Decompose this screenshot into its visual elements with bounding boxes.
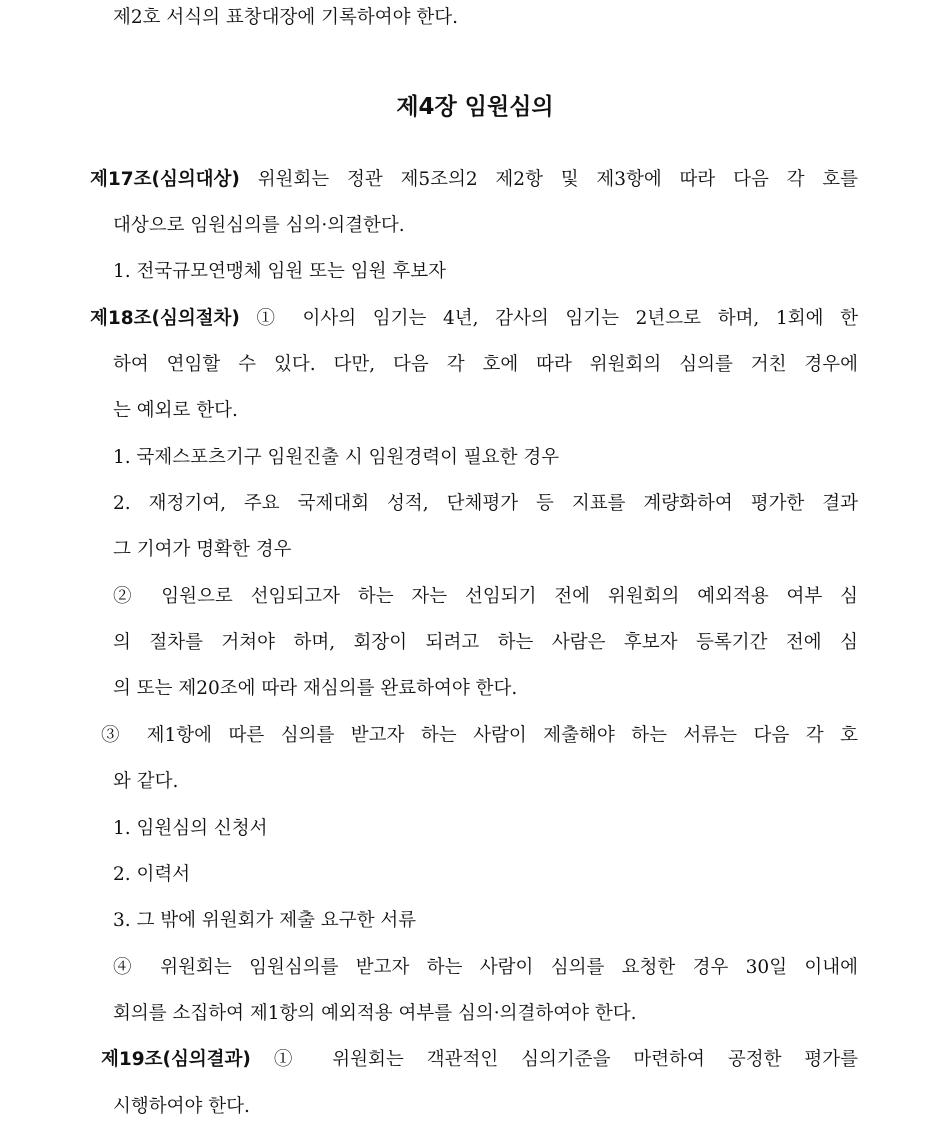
text-line: 는 예외로 한다.	[113, 400, 238, 421]
text-line: 제2호 서식의 표창대장에 기록하여야 한다.	[113, 7, 458, 28]
article-17-line	[90, 168, 858, 192]
article-17-label: 제17조(심의대상)	[90, 169, 240, 190]
list-item: 2. 재정기여, 주요 국제대회 성적, 단체평가 등 지표를 계량화하여 평가한 결과	[113, 493, 858, 514]
text-line: 의 또는 제20조에 따라 재심의를 완료하여야 한다.	[113, 678, 518, 699]
list-item: 3. 그 밖에 위원회가 제출 요구한 서류	[113, 910, 417, 931]
text-line: 와 같다.	[113, 771, 179, 792]
list-item: 1. 국제스포츠기구 임원진출 시 임원경력이 필요한 경우	[113, 447, 560, 468]
article-19-text: ① 위원회는 객관적인 심의기준을 마련하여 공정한 평가를	[273, 1049, 858, 1070]
text-line: 의 절차를 거쳐야 하며, 회장이 되려고 하는 사람은 후보자 등록기간 전에 심	[113, 632, 858, 653]
article-18-line	[90, 307, 858, 331]
text-line: 하여 연임할 수 있다. 다만, 다음 각 호에 따라 위원회의 심의를 거친 경우에	[113, 354, 858, 375]
article-18-label: 제18조(심의절차)	[90, 308, 240, 329]
paragraph-line: ② 임원으로 선임되고자 하는 자는 선임되기 전에 위원회의 예외적용 여부 심	[113, 586, 858, 607]
article-17-text: 위원회는 정관 제5조의2 제2항 및 제3항에 따라 다음 각 호를	[257, 169, 859, 190]
paragraph-line: ④ 위원회는 임원심의를 받고자 하는 사람이 심의를 요청한 경우 30일 이내에	[113, 957, 858, 978]
text-line: 그 기여가 명확한 경우	[113, 539, 292, 560]
list-item: 2. 이력서	[113, 864, 191, 885]
article-19-line	[101, 1048, 858, 1072]
chapter-title: 제4장 임원심의	[396, 94, 554, 120]
article-18-text: ① 이사의 임기는 4년, 감사의 임기는 2년으로 하며, 1회에 한	[256, 308, 858, 329]
list-item: 1. 임원심의 신청서	[113, 818, 268, 839]
text-line: 대상으로 임원심의를 심의·의결한다.	[113, 215, 405, 236]
list-item: 1. 전국규모연맹체 임원 또는 임원 후보자	[113, 261, 446, 282]
paragraph-line: ③ 제1항에 따른 심의를 받고자 하는 사람이 제출해야 하는 서류는 다음 각 호	[101, 725, 858, 746]
text-line: 회의를 소집하여 제1항의 예외적용 여부를 심의·의결하여야 한다.	[113, 1003, 637, 1024]
text-line: 시행하여야 한다.	[113, 1096, 250, 1117]
article-19-label: 제19조(심의결과)	[101, 1049, 251, 1070]
